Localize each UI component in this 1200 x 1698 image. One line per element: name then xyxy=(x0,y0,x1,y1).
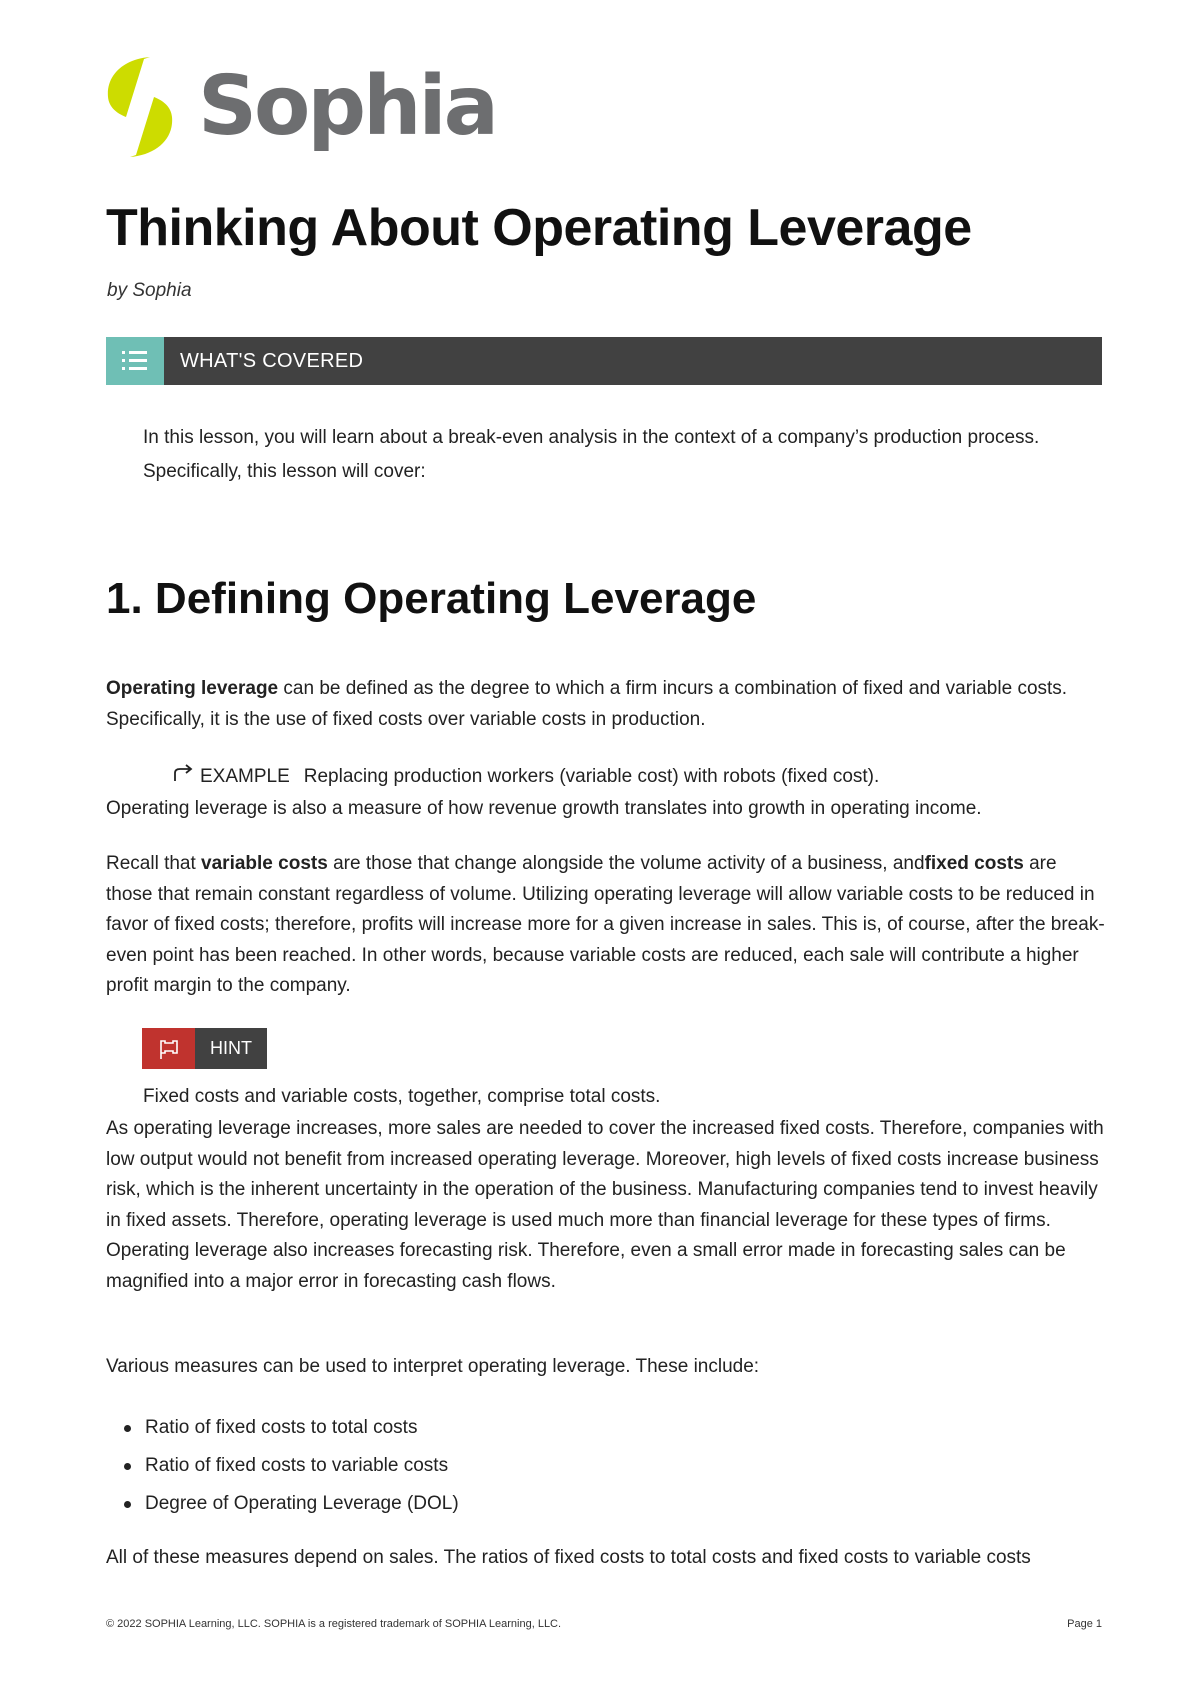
text: are those that remain constant regardless of volume. Utilizing operating leverage will allow variable costs to be reduced in favor of fixed costs; therefore, profits will increase more for a given increase in sales. This is, of course, after the break-even point has been reached. In other words, because variable costs are reduced, each sale will contribute a higher profit margin to the company. xyxy=(106,853,1105,996)
sophia-logo-text: Sophia xyxy=(198,59,496,154)
paragraph-ratios: All of these measures depend on sales. The ratios of fixed costs to total costs and fixed costs to variable costs xyxy=(106,1547,1031,1568)
whats-covered-label: WHAT'S COVERED xyxy=(180,349,364,372)
bullet-icon xyxy=(124,1425,131,1432)
hint-text: Fixed costs and variable costs, together, comprise total costs. xyxy=(143,1086,661,1107)
whats-covered-banner xyxy=(106,337,1102,385)
copyright-text: © 2022 SOPHIA Learning, LLC. SOPHIA is a registered trademark of SOPHIA Learning, LLC. xyxy=(106,1618,562,1630)
list-item xyxy=(124,1409,459,1447)
list-item xyxy=(124,1447,459,1485)
text: Recall that xyxy=(106,853,202,874)
definition-paragraph xyxy=(106,674,1106,735)
text: are those that change alongside the volume activity of a business, and xyxy=(327,853,925,874)
measures-list xyxy=(124,1409,459,1523)
example-block xyxy=(172,762,879,793)
byline: by Sophia xyxy=(107,280,192,301)
term-operating-leverage: Operating leverage xyxy=(106,678,279,699)
flag-icon xyxy=(142,1028,195,1069)
example-label: EXAMPLE xyxy=(200,766,290,787)
hint-badge xyxy=(142,1028,267,1069)
example-text: Replacing production workers (variable cost) with robots (fixed cost). xyxy=(303,766,880,787)
term-variable-costs: variable costs xyxy=(201,853,328,874)
sophia-logo-mark-icon xyxy=(104,55,176,159)
list-icon xyxy=(106,337,164,385)
paragraph-measures: Various measures can be used to interpret operating leverage. These include: xyxy=(106,1356,760,1377)
list-item-text: Ratio of fixed costs to total costs xyxy=(145,1417,418,1438)
paragraph-risk: As operating leverage increases, more sales are needed to cover the increased fixed costs. Therefore, companies with low output would not benefit from increased operating leverage. Moreover, high levels of fixed costs increase business risk, which is the inherent uncertainty in the operation of the business. Manufacturing companies tend to invest heavily in fixed assets. Therefore, operating leverage is used much more than financial leverage for these types of firms. Operating leverage also increases forecasting risk. Therefore, even a small error made in forecasting sales can be magnified into a major error in forecasting cash flows. xyxy=(106,1118,1104,1292)
list-item-text: Degree of Operating Leverage (DOL) xyxy=(145,1493,459,1514)
intro-text: In this lesson, you will learn about a break-even analysis in the context of a company’s production process. Specifically, this lesson will cover: xyxy=(143,427,1040,482)
bullet-icon xyxy=(124,1501,131,1508)
definition-text: can be defined as the degree to which a firm incurs a combination of fixed and variable costs. Specifically, it is the use of fixed costs over variable costs in production. xyxy=(106,678,1068,730)
section-heading: 1. Defining Operating Leverage xyxy=(106,574,757,623)
page-title: Thinking About Operating Leverage xyxy=(106,199,972,257)
arrow-icon xyxy=(172,762,194,793)
page-footer xyxy=(106,1618,1102,1630)
list-item-text: Ratio of fixed costs to variable costs xyxy=(145,1455,449,1476)
sophia-logo xyxy=(104,55,496,159)
page-number: Page 1 xyxy=(1067,1618,1102,1630)
hint-label: HINT xyxy=(195,1028,267,1069)
bullet-icon xyxy=(124,1463,131,1470)
paragraph-revenue-growth: Operating leverage is also a measure of how revenue growth translates into growth in operating income. xyxy=(106,798,982,819)
term-fixed-costs: fixed costs xyxy=(924,853,1024,874)
paragraph-recall xyxy=(106,849,1106,1002)
list-item xyxy=(124,1485,459,1523)
